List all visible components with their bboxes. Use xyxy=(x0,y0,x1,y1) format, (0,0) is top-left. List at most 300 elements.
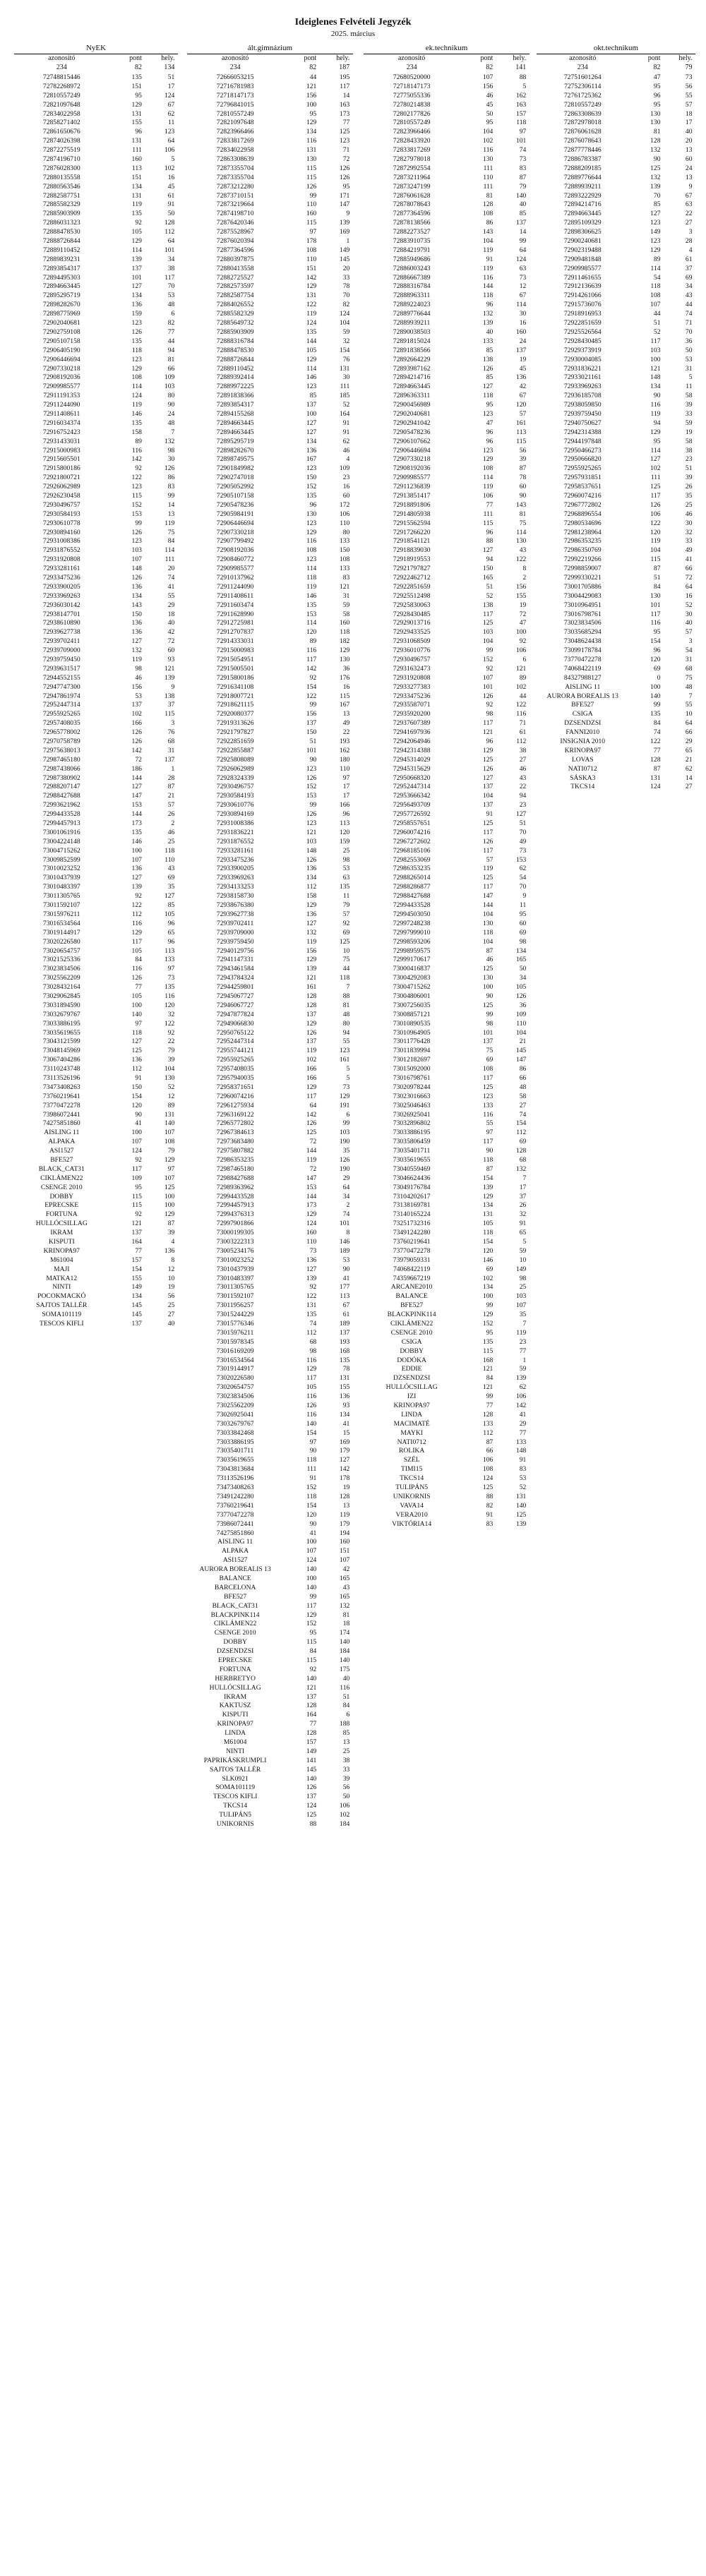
cell-id: 73035619655 xyxy=(42,1028,80,1037)
cell-pont: 68 xyxy=(309,1337,317,1346)
cell-hely: 58 xyxy=(685,392,693,400)
table-row xyxy=(537,83,695,92)
cell-id: 72912136639 xyxy=(563,282,602,291)
cell-hely: 107 xyxy=(339,1556,350,1565)
cell-pont: 128 xyxy=(650,755,661,764)
cell-hely: 9 xyxy=(171,682,175,691)
cell-pont: 137 xyxy=(482,783,493,791)
table-row xyxy=(187,701,353,710)
cell-id: 74359667219 xyxy=(393,1274,431,1282)
table-row xyxy=(537,583,695,592)
cell-hely: 42 xyxy=(519,383,527,391)
cell-id: 72906446694 xyxy=(42,355,80,363)
table-row xyxy=(14,146,178,155)
table-row xyxy=(537,92,695,101)
table-row xyxy=(14,192,178,201)
cell-hely: 111 xyxy=(340,383,350,391)
cell-id: 72810557249 xyxy=(42,91,80,100)
table-row xyxy=(187,1411,353,1420)
cell-hely: 14 xyxy=(685,774,693,782)
cell-hely: 11 xyxy=(343,892,350,901)
cell-pont: 129 xyxy=(306,901,317,910)
cell-pont: 129 xyxy=(482,1192,493,1200)
cell-hely: 159 xyxy=(339,837,350,845)
cell-hely: 25 xyxy=(167,1301,175,1310)
table-row xyxy=(364,1184,530,1193)
cell-id: 72880563546 xyxy=(42,182,80,191)
cell-id: 73010890535 xyxy=(393,1019,431,1028)
table-row xyxy=(187,1502,353,1511)
table-row xyxy=(187,1483,353,1493)
table-row xyxy=(364,200,530,210)
table-row xyxy=(364,483,530,492)
cell-pont: 154 xyxy=(482,1174,493,1182)
cell-id: 72906446694 xyxy=(216,519,254,527)
cell-pont: 77 xyxy=(309,1720,317,1728)
cell-id: 72912707837 xyxy=(216,628,254,637)
cell-pont: 121 xyxy=(482,1365,493,1373)
cell-pont: 118 xyxy=(483,1155,493,1164)
cell-pont: 105 xyxy=(482,1220,493,1228)
cell-pont: 118 xyxy=(483,1229,493,1237)
cell-hely: 9 xyxy=(522,892,527,901)
table-row xyxy=(187,438,353,447)
cell-hely: 94 xyxy=(519,792,527,800)
table-row xyxy=(14,510,178,519)
cell-id: AISLING 11 xyxy=(44,1128,80,1137)
table-row xyxy=(14,219,178,228)
cell-id: 72863308639 xyxy=(216,155,254,164)
cell-pont: 69 xyxy=(486,1265,493,1273)
cell-hely: 35 xyxy=(685,491,693,500)
cell-pont: 96 xyxy=(653,646,661,655)
table-row xyxy=(187,920,353,929)
cell-hely: 139 xyxy=(164,673,175,682)
list-title: NyEK xyxy=(85,44,107,52)
table-row xyxy=(187,1747,353,1757)
table-row xyxy=(364,1029,530,1038)
cell-hely: 35 xyxy=(342,1147,350,1155)
table-row xyxy=(364,1174,530,1184)
cell-hely: 140 xyxy=(164,1119,175,1128)
table-row xyxy=(187,1638,353,1647)
cell-hely: 142 xyxy=(515,1402,527,1410)
cell-id: 73019144917 xyxy=(216,1365,254,1373)
table-row xyxy=(364,1102,530,1111)
cell-pont: 73 xyxy=(309,1246,317,1255)
cell-hely: 132 xyxy=(164,437,175,445)
cell-id: 73043813684 xyxy=(216,1465,254,1474)
table-row xyxy=(187,1147,353,1156)
cell-pont: 130 xyxy=(306,155,317,164)
cell-hely: 16 xyxy=(342,682,350,691)
cell-id: 72751601264 xyxy=(563,73,602,81)
cell-pont: 104 xyxy=(482,910,493,918)
cell-hely: 64 xyxy=(685,582,693,591)
cell-id: POCOKMACKÓ xyxy=(37,1292,86,1301)
cell-pont: 127 xyxy=(306,419,317,427)
table-row xyxy=(187,992,353,1001)
table-row xyxy=(14,710,178,719)
cell-hely: 11 xyxy=(686,383,693,391)
cell-hely: 129 xyxy=(339,1092,350,1100)
cell-id: 72933281161 xyxy=(216,846,254,855)
table-row xyxy=(364,174,530,183)
cell-hely: 191 xyxy=(339,1101,350,1109)
cell-hely: 160 xyxy=(339,619,350,627)
cell-id: CSENGE 2010 xyxy=(214,1629,256,1637)
table-row xyxy=(187,1811,353,1820)
cell-hely: 68 xyxy=(167,738,175,746)
cell-pont: 95 xyxy=(309,1629,317,1637)
table-row xyxy=(364,1074,530,1083)
cell-pont: 139 xyxy=(482,1183,493,1191)
cell-id: 72930496757 xyxy=(393,656,431,663)
table-row xyxy=(187,646,353,656)
table-row xyxy=(364,683,530,692)
cell-id: 72874196710 xyxy=(42,155,80,164)
cell-pont: 74 xyxy=(653,728,661,737)
cell-id: 72889776644 xyxy=(393,310,431,318)
cell-hely: 32 xyxy=(519,1210,527,1219)
cell-pont: 140 xyxy=(306,1674,317,1683)
cell-hely: 51 xyxy=(342,1692,350,1701)
cell-pont: 105 xyxy=(306,1383,317,1392)
table-row xyxy=(14,1220,178,1229)
cell-hely: 6 xyxy=(346,1110,350,1119)
cell-id: 72970758789 xyxy=(42,738,80,746)
table-row xyxy=(364,447,530,456)
cell-id: 72885582329 xyxy=(42,200,80,209)
cell-id: 72921797827 xyxy=(393,565,431,573)
cell-hely: 121 xyxy=(164,664,175,673)
cell-id: 72898775969 xyxy=(42,310,80,318)
cell-pont: 137 xyxy=(131,701,142,709)
cell-pont: 77 xyxy=(486,1402,493,1410)
cell-id: FANNI2010 xyxy=(566,728,600,737)
cell-id: 72886667389 xyxy=(393,273,431,282)
table-row xyxy=(187,328,353,337)
cell-pont: 92 xyxy=(135,1210,142,1219)
table-row xyxy=(364,1193,530,1202)
cell-hely: 132 xyxy=(339,1601,350,1610)
cell-pont: 136 xyxy=(306,446,317,455)
cell-hely: 102 xyxy=(164,164,175,172)
table-row xyxy=(187,373,353,383)
cell-pont: 98 xyxy=(486,1019,493,1028)
cell-pont: 154 xyxy=(650,637,661,646)
table-row xyxy=(187,683,353,692)
table-row xyxy=(537,428,695,438)
cell-pont: 47 xyxy=(653,73,661,81)
cell-hely: 126 xyxy=(515,992,527,1000)
cell-pont: 136 xyxy=(131,301,142,309)
cell-pont: 41 xyxy=(135,1119,142,1128)
cell-id: FORTUNA xyxy=(45,1210,78,1219)
cell-pont: 99 xyxy=(486,646,493,655)
cell-id: ASI1527 xyxy=(222,1556,248,1565)
cell-pont: 92 xyxy=(309,673,317,682)
cell-hely: 31 xyxy=(342,591,350,600)
cell-pont: 104 xyxy=(482,237,493,246)
cell-hely: 27 xyxy=(167,1311,175,1319)
cell-hely: 80 xyxy=(342,528,350,536)
cell-id: M61004 xyxy=(223,1738,247,1746)
cell-hely: 112 xyxy=(164,228,175,236)
cell-id: 73004715262 xyxy=(42,846,80,855)
table-row xyxy=(364,492,530,501)
cell-pont: 53 xyxy=(135,692,142,700)
cell-id: 73021525336 xyxy=(42,956,80,964)
cell-pont: 119 xyxy=(650,537,661,546)
cell-pont: 144 xyxy=(306,337,317,345)
cell-id: 72938158730 xyxy=(216,892,254,901)
cell-id: 72874026398 xyxy=(42,137,80,145)
cell-id: 72782268972 xyxy=(42,82,80,90)
table-row xyxy=(537,356,695,365)
cell-hely: 60 xyxy=(167,646,175,655)
cell-hely: 130 xyxy=(164,1073,175,1082)
cell-hely: 18 xyxy=(342,1620,350,1628)
cell-hely: 137 xyxy=(515,346,527,354)
cell-hely: 30 xyxy=(519,310,527,318)
table-row xyxy=(14,337,178,347)
cell-pont: 108 xyxy=(306,246,317,254)
cell-pont: 118 xyxy=(483,928,493,937)
cell-hely: 86 xyxy=(167,474,175,482)
cell-hely: 48 xyxy=(342,1010,350,1018)
cell-id: 73138169781 xyxy=(393,1201,431,1210)
cell-hely: 195 xyxy=(339,73,350,81)
cell-id: 72953666342 xyxy=(393,792,431,800)
table-row xyxy=(14,692,178,702)
cell-pont: 108 xyxy=(482,210,493,218)
cell-hely: 124 xyxy=(515,255,527,263)
cell-pont: 46 xyxy=(486,91,493,100)
cell-pont: 128 xyxy=(306,1702,317,1710)
cell-hely: 29 xyxy=(519,1419,527,1428)
cell-pont: 142 xyxy=(131,746,142,754)
cell-hely: 63 xyxy=(519,264,527,272)
cell-id: 72933475236 xyxy=(393,692,431,700)
cell-hely: 72 xyxy=(685,573,693,582)
cell-hely: 96 xyxy=(342,810,350,819)
table-row xyxy=(364,265,530,274)
cell-pont: 137 xyxy=(131,1229,142,1237)
cell-hely: 117 xyxy=(164,273,175,282)
cell-id: 73760219641 xyxy=(42,1092,80,1100)
cell-id: 72915000983 xyxy=(216,646,254,655)
cell-id: 72933900205 xyxy=(216,865,254,873)
cell-hely: 58 xyxy=(342,610,350,618)
cell-pont: 146 xyxy=(131,837,142,845)
cell-hely: 62 xyxy=(519,1383,527,1392)
cell-hely: 172 xyxy=(339,500,350,509)
cell-hely: 97 xyxy=(167,965,175,973)
table-row xyxy=(364,601,530,610)
cell-pont: 113 xyxy=(131,164,142,172)
cell-hely: 69 xyxy=(519,1138,527,1146)
cell-id: 72988265014 xyxy=(393,874,431,882)
cell-id: 72939631517 xyxy=(42,664,80,673)
cell-id: CIKLÁMEN22 xyxy=(40,1174,83,1182)
table-row xyxy=(537,274,695,283)
table-row xyxy=(537,464,695,474)
cell-hely: 32 xyxy=(342,337,350,345)
cell-hely: 53 xyxy=(685,355,693,363)
cell-pont: 152 xyxy=(306,1483,317,1492)
cell-pont: 125 xyxy=(482,619,493,627)
cell-id: 72872978018 xyxy=(563,119,602,127)
cell-pont: 120 xyxy=(482,1246,493,1255)
cell-id: 73049176784 xyxy=(393,1183,431,1191)
cell-hely: 8 xyxy=(522,565,527,573)
cell-id: 72933900205 xyxy=(42,582,80,591)
table-row xyxy=(364,1165,530,1174)
cell-id: 73010483397 xyxy=(216,1274,254,1282)
cell-hely: 33 xyxy=(685,537,693,546)
cell-id: 72997248238 xyxy=(393,919,431,927)
cell-hely: 136 xyxy=(339,1392,350,1401)
cell-hely: 67 xyxy=(685,191,693,200)
table-row xyxy=(364,929,530,938)
cell-id: 72900240681 xyxy=(563,237,602,246)
cell-id: 72894495303 xyxy=(42,273,80,282)
cell-hely: 119 xyxy=(516,1328,527,1337)
cell-id: KISPUTI xyxy=(48,1238,75,1246)
cell-id: 72752306114 xyxy=(564,82,602,90)
cell-pont: 118 xyxy=(483,291,493,300)
cell-id: 72902759108 xyxy=(42,327,80,336)
cell-hely: 135 xyxy=(164,983,175,992)
cell-hely: 113 xyxy=(340,819,350,828)
table-row xyxy=(187,1210,353,1220)
cell-id: 72994433528 xyxy=(393,901,431,910)
column-header-id: azonosító xyxy=(397,54,426,62)
cell-hely: 26 xyxy=(519,1201,527,1210)
cell-hely: 21 xyxy=(167,792,175,800)
table-row xyxy=(364,1301,530,1311)
cell-hely: 61 xyxy=(167,191,175,200)
cell-pont: 128 xyxy=(650,137,661,145)
cell-id: 72911603474 xyxy=(216,601,254,609)
cell-pont: 122 xyxy=(650,738,661,746)
table-row xyxy=(14,701,178,710)
table-row xyxy=(187,610,353,620)
cell-id: 72873355704 xyxy=(216,173,254,181)
cell-pont: 140 xyxy=(650,692,661,700)
cell-id: 72915736076 xyxy=(563,301,602,309)
cell-hely: 74 xyxy=(342,1210,350,1219)
table-row xyxy=(537,474,695,483)
cell-id: 72955925265 xyxy=(42,710,80,718)
cell-pont: 129 xyxy=(306,1083,317,1091)
table-row xyxy=(364,874,530,883)
table-row xyxy=(14,1083,178,1093)
cell-pont: 125 xyxy=(482,1483,493,1492)
cell-pont: 92 xyxy=(309,1665,317,1673)
table-row xyxy=(187,1193,353,1202)
cell-pont: 117 xyxy=(483,719,493,728)
table-row xyxy=(14,1283,178,1292)
cell-pont: 117 xyxy=(650,337,661,345)
cell-id: CSENGE 2010 xyxy=(390,1328,433,1337)
cell-pont: 100 xyxy=(306,1574,317,1582)
cell-pont: 99 xyxy=(309,1592,317,1601)
cell-id: 72907330218 xyxy=(393,455,431,464)
table-row xyxy=(187,1138,353,1147)
cell-pont: 160 xyxy=(306,210,317,218)
table-row xyxy=(187,1156,353,1165)
cell-hely: 126 xyxy=(164,464,175,473)
table-row xyxy=(364,137,530,146)
table-row xyxy=(187,1320,353,1329)
cell-id: 73473408263 xyxy=(216,1483,254,1492)
cell-pont: 72 xyxy=(309,1138,317,1146)
cell-pont: 108 xyxy=(650,291,661,300)
cell-id: 72982553069 xyxy=(393,855,431,864)
table-row xyxy=(187,200,353,210)
table-row xyxy=(187,856,353,865)
table-row xyxy=(364,110,530,119)
cell-id: 72872275519 xyxy=(42,146,80,155)
cell-hely: 59 xyxy=(342,601,350,609)
cell-hely: 38 xyxy=(342,1756,350,1764)
cell-id: 72929373919 xyxy=(563,346,602,354)
table-row xyxy=(14,401,178,410)
cell-id: 72929013716 xyxy=(393,619,431,627)
table-row xyxy=(364,1037,530,1047)
cell-pont: 107 xyxy=(650,301,661,309)
column-headers xyxy=(187,54,353,64)
cell-id: 72997901866 xyxy=(216,1220,254,1228)
cell-hely: 56 xyxy=(342,1783,350,1792)
cell-hely: 24 xyxy=(519,337,527,345)
cell-id: 73025562209 xyxy=(216,1402,254,1410)
cell-hely: 110 xyxy=(516,1019,527,1028)
cell-hely: 70 xyxy=(685,327,693,336)
table-row xyxy=(364,1311,530,1320)
cell-hely: 96 xyxy=(167,919,175,927)
cell-id: 72890038503 xyxy=(393,327,431,336)
cell-id: 73016534564 xyxy=(42,919,80,927)
table-row xyxy=(187,765,353,774)
cell-pont: 124 xyxy=(482,1474,493,1483)
cell-id: DODÓKA xyxy=(397,1356,426,1364)
table-row xyxy=(187,719,353,728)
cell-hely: 115 xyxy=(164,710,175,718)
cell-id: 72889110452 xyxy=(43,246,80,254)
cell-pont: 145 xyxy=(131,1311,142,1319)
table-row xyxy=(187,455,353,464)
cell-pont: 125 xyxy=(482,755,493,764)
table-row xyxy=(187,865,353,874)
table-row xyxy=(187,1738,353,1747)
cell-hely: 88 xyxy=(342,992,350,1000)
table-row xyxy=(537,383,695,392)
cell-id: 72877364596 xyxy=(216,246,254,254)
cell-id: 72960074216 xyxy=(393,828,431,836)
cell-hely: 67 xyxy=(167,100,175,109)
cell-id: 72911408611 xyxy=(43,409,80,418)
column-header-hely: hely. xyxy=(513,54,527,62)
table-row xyxy=(364,901,530,910)
table-row xyxy=(187,1201,353,1210)
cell-id: 72888478530 xyxy=(216,346,254,354)
table-row xyxy=(187,1165,353,1174)
cell-id: 72905478236 xyxy=(216,500,254,509)
cell-hely: 55 xyxy=(167,591,175,600)
